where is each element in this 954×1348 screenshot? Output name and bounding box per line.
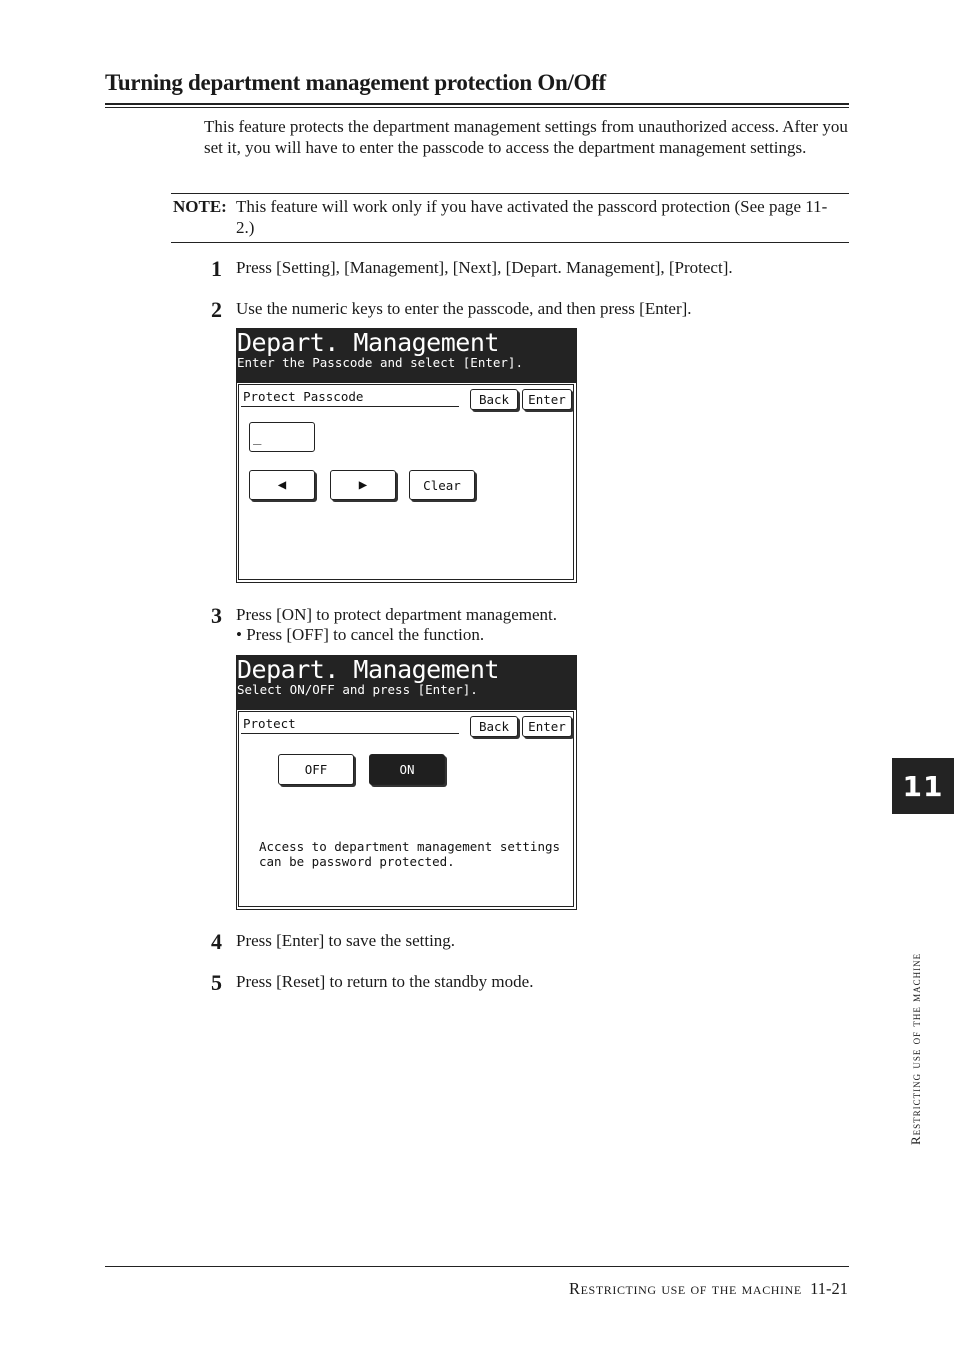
step-number: 1	[211, 256, 222, 281]
screen-title: Depart. Management	[237, 655, 499, 684]
note-rule-bottom	[171, 242, 849, 243]
step-number: 3	[211, 603, 222, 628]
side-running-title: Restricting use of the machine	[908, 952, 923, 1145]
back-button[interactable]: Back	[470, 716, 518, 737]
step-number: 4	[211, 929, 222, 954]
off-button[interactable]: OFF	[278, 754, 354, 785]
footer-section: Restricting use of the machine	[569, 1279, 802, 1298]
field-label-underline	[241, 733, 459, 734]
field-label: Protect Passcode	[243, 389, 364, 404]
screen-panel	[238, 711, 574, 907]
left-arrow-button[interactable]: ◀	[249, 470, 315, 500]
step-text: Press [Setting], [Management], [Next], [Depart. Management], [Protect].	[236, 258, 733, 277]
step-bullet: • Press [OFF] to cancel the function.	[236, 625, 485, 644]
step-text: Press [Reset] to return to the standby mode.	[236, 972, 534, 991]
title-rule-top	[105, 103, 849, 105]
clear-button[interactable]: Clear	[409, 470, 475, 500]
chapter-tab: 11	[892, 758, 954, 814]
passcode-screen	[236, 328, 577, 583]
screen-subtitle: Select ON/OFF and press [Enter].	[237, 682, 478, 697]
screen-header	[237, 329, 576, 383]
note-label: NOTE:	[173, 197, 227, 216]
input-cursor: _	[253, 429, 262, 445]
note-text: This feature will work only if you have activated the passcord protection (See page 11-2.)	[236, 197, 828, 237]
screen-subtitle: Enter the Passcode and select [Enter].	[237, 355, 523, 370]
passcode-input[interactable]	[249, 422, 315, 452]
step-text: Press [ON] to protect department management.	[236, 605, 558, 624]
screen-header	[237, 656, 576, 710]
enter-button[interactable]: Enter	[522, 389, 572, 410]
enter-button[interactable]: Enter	[522, 716, 572, 737]
step-text: Press [Enter] to save the setting.	[236, 931, 456, 950]
step-number: 5	[211, 970, 222, 995]
intro-paragraph: This feature protects the department management settings from unauthorized access. After you set it, you will have to enter the passcode to access the department management settings.	[204, 117, 848, 157]
protect-screen	[236, 655, 577, 910]
field-label-underline	[241, 406, 459, 407]
page-footer	[569, 1279, 848, 1299]
screen-message: Access to department management settings can be password protected.	[259, 839, 561, 869]
screen-panel	[238, 384, 574, 580]
title-rule-bottom	[105, 107, 849, 108]
back-button[interactable]: Back	[470, 389, 518, 410]
page-number: 11-21	[810, 1279, 848, 1298]
right-arrow-button[interactable]: ▶	[330, 470, 396, 500]
on-button[interactable]: ON	[369, 754, 445, 785]
field-label: Protect	[243, 716, 296, 731]
step-text: Use the numeric keys to enter the passcode, and then press [Enter].	[236, 299, 692, 318]
note-rule-top	[171, 193, 849, 194]
step-number: 2	[211, 297, 222, 322]
footer-rule	[105, 1266, 849, 1267]
screen-title: Depart. Management	[237, 328, 499, 357]
section-title: Turning department management protection On/Off	[105, 70, 606, 95]
